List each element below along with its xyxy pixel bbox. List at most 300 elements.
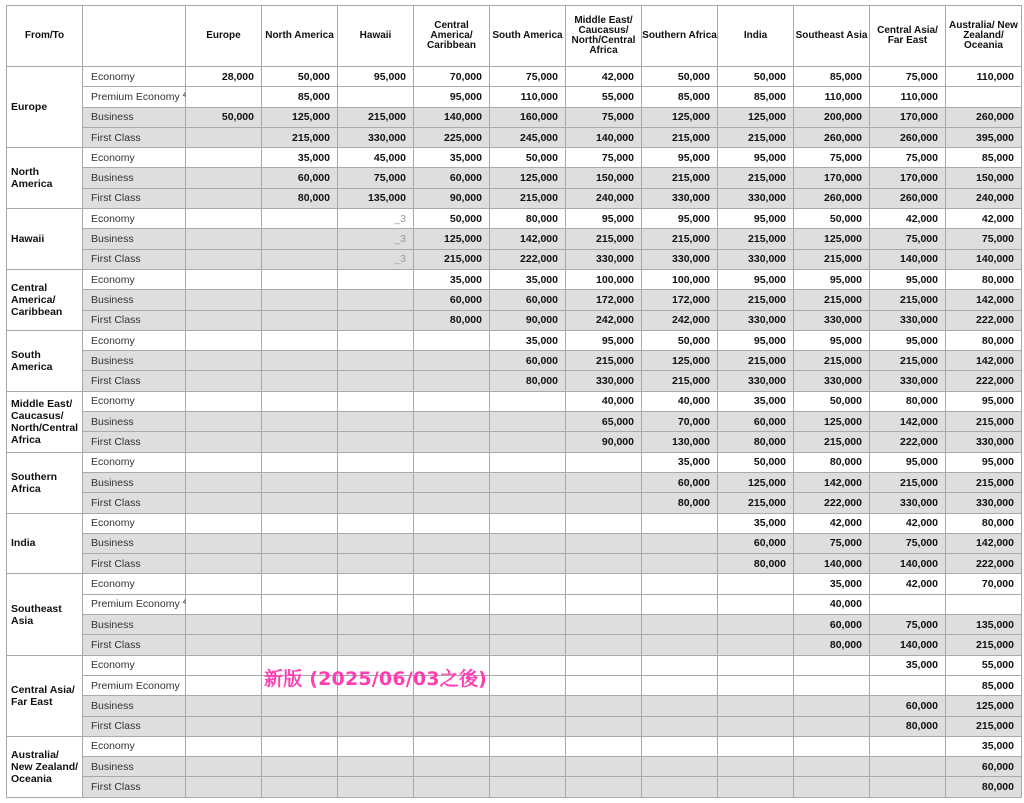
miles-cell	[262, 330, 338, 350]
cabin-label: Economy	[91, 70, 135, 83]
cabin-cell	[83, 290, 186, 310]
miles-cell	[414, 533, 490, 553]
miles-cell	[186, 290, 262, 310]
table-row	[7, 269, 1022, 289]
miles-cell	[642, 716, 718, 736]
miles-cell	[186, 533, 262, 553]
miles-cell: 75,000	[566, 107, 642, 127]
miles-cell	[186, 655, 262, 675]
miles-cell: 260,000	[870, 188, 946, 208]
miles-cell	[490, 757, 566, 777]
table-row	[7, 452, 1022, 472]
miles-cell: 80,000	[794, 452, 870, 472]
cabin-cell	[83, 67, 186, 87]
miles-cell: 60,000	[794, 615, 870, 635]
overlay-note: 新版 (2025/06/03之後)	[264, 668, 488, 690]
miles-cell: 35,000	[718, 513, 794, 533]
miles-cell: 330,000	[870, 371, 946, 391]
miles-cell: 95,000	[642, 148, 718, 168]
cabin-cell	[83, 330, 186, 350]
miles-cell	[262, 594, 338, 614]
miles-cell	[414, 513, 490, 533]
cabin-label: First Class	[91, 375, 141, 388]
table-row	[7, 777, 1022, 797]
miles-cell: 60,000	[642, 472, 718, 492]
miles-cell	[186, 615, 262, 635]
miles-cell: 330,000	[642, 249, 718, 269]
miles-cell	[946, 594, 1022, 614]
table-row	[7, 412, 1022, 432]
miles-cell: 75,000	[490, 67, 566, 87]
miles-cell: 75,000	[870, 148, 946, 168]
table-row	[7, 127, 1022, 147]
table-row	[7, 594, 1022, 614]
miles-cell	[566, 472, 642, 492]
miles-cell: 42,000	[870, 513, 946, 533]
miles-cell	[262, 635, 338, 655]
destination-header: Middle East/ Caucasus/ North/Central Africa	[566, 6, 642, 67]
miles-cell: 215,000	[566, 229, 642, 249]
miles-cell	[262, 351, 338, 371]
miles-cell	[870, 594, 946, 614]
miles-cell: 80,000	[946, 269, 1022, 289]
table-body	[7, 67, 1022, 798]
miles-cell: 215,000	[946, 716, 1022, 736]
miles-cell: 215,000	[414, 249, 490, 269]
miles-cell: 60,000	[414, 290, 490, 310]
miles-cell: 55,000	[946, 655, 1022, 675]
table-row	[7, 229, 1022, 249]
miles-cell	[186, 716, 262, 736]
miles-cell: 140,000	[870, 249, 946, 269]
cabin-label: Premium Economy	[91, 90, 180, 103]
miles-cell	[490, 432, 566, 452]
cabin-label: First Class	[91, 435, 141, 448]
miles-cell: 95,000	[946, 391, 1022, 411]
miles-cell: 125,000	[718, 107, 794, 127]
miles-cell	[490, 655, 566, 675]
miles-cell: 125,000	[718, 472, 794, 492]
miles-cell: 95,000	[718, 148, 794, 168]
cabin-cell	[83, 533, 186, 553]
miles-cell	[338, 452, 414, 472]
miles-cell	[262, 736, 338, 756]
miles-cell	[414, 594, 490, 614]
miles-cell	[642, 533, 718, 553]
miles-cell: 80,000	[946, 330, 1022, 350]
miles-cell: 60,000	[718, 533, 794, 553]
table-row	[7, 351, 1022, 371]
miles-cell	[490, 391, 566, 411]
cabin-cell	[83, 777, 186, 797]
miles-cell: 60,000	[490, 351, 566, 371]
cabin-label: First Class	[91, 253, 141, 266]
miles-cell	[186, 269, 262, 289]
miles-cell	[262, 533, 338, 553]
miles-cell: 260,000	[946, 107, 1022, 127]
cabin-label: Economy	[91, 151, 135, 164]
cabin-cell	[83, 432, 186, 452]
miles-cell: 80,000	[718, 432, 794, 452]
miles-cell	[566, 554, 642, 574]
cabin-cell	[83, 188, 186, 208]
cabin-label: First Class	[91, 131, 141, 144]
miles-cell	[718, 574, 794, 594]
cabin-label: Economy	[91, 578, 135, 591]
table-row	[7, 472, 1022, 492]
miles-cell	[338, 615, 414, 635]
miles-cell: 215,000	[718, 493, 794, 513]
miles-cell	[186, 777, 262, 797]
table-row	[7, 209, 1022, 229]
miles-cell: 85,000	[946, 148, 1022, 168]
table-row	[7, 574, 1022, 594]
miles-cell	[490, 513, 566, 533]
cabin-label: Premium Economy	[91, 679, 180, 692]
miles-cell: 75,000	[566, 148, 642, 168]
cabin-label: Business	[91, 618, 134, 631]
miles-cell: 215,000	[642, 168, 718, 188]
miles-cell: 100,000	[642, 269, 718, 289]
cabin-cell	[83, 493, 186, 513]
miles-cell	[414, 493, 490, 513]
miles-cell	[490, 493, 566, 513]
destination-header: Central Asia/ Far East	[870, 6, 946, 67]
miles-cell	[794, 757, 870, 777]
origin-label: Central America/ Caribbean	[7, 269, 83, 330]
miles-cell: 142,000	[946, 290, 1022, 310]
miles-cell	[262, 554, 338, 574]
miles-cell	[566, 655, 642, 675]
miles-cell	[262, 452, 338, 472]
miles-cell: 95,000	[870, 452, 946, 472]
origin-label: Southern Africa	[7, 452, 83, 513]
miles-cell	[186, 675, 262, 695]
miles-cell	[642, 513, 718, 533]
miles-cell: 260,000	[794, 188, 870, 208]
table-row	[7, 696, 1022, 716]
miles-cell: 60,000	[718, 412, 794, 432]
miles-cell	[338, 269, 414, 289]
table-header	[7, 6, 1022, 67]
cabin-label: First Class	[91, 720, 141, 733]
miles-cell: 142,000	[794, 472, 870, 492]
cabin-cell	[83, 310, 186, 330]
miles-cell	[186, 635, 262, 655]
miles-cell	[186, 330, 262, 350]
destination-header: Australia/ New Zealand/ Oceania	[946, 6, 1022, 67]
miles-cell	[338, 716, 414, 736]
miles-cell	[186, 594, 262, 614]
miles-cell: 172,000	[642, 290, 718, 310]
table-row	[7, 107, 1022, 127]
miles-cell: 95,000	[642, 209, 718, 229]
miles-cell	[338, 574, 414, 594]
miles-cell: 242,000	[566, 310, 642, 330]
cabin-label: Economy	[91, 212, 135, 225]
miles-cell	[642, 696, 718, 716]
miles-cell: 245,000	[490, 127, 566, 147]
miles-cell	[186, 757, 262, 777]
cabin-cell	[83, 472, 186, 492]
miles-cell	[262, 432, 338, 452]
miles-cell	[262, 493, 338, 513]
miles-cell: 60,000	[262, 168, 338, 188]
miles-cell	[794, 777, 870, 797]
cabin-cell	[83, 391, 186, 411]
miles-cell: 110,000	[946, 67, 1022, 87]
miles-cell	[262, 249, 338, 269]
miles-cell: 95,000	[870, 269, 946, 289]
miles-cell	[186, 168, 262, 188]
miles-cell: 215,000	[718, 290, 794, 310]
miles-cell: 85,000	[794, 67, 870, 87]
table-row	[7, 615, 1022, 635]
table-row	[7, 432, 1022, 452]
miles-cell: 75,000	[870, 533, 946, 553]
miles-cell: 95,000	[794, 330, 870, 350]
destination-header: South America	[490, 6, 566, 67]
miles-cell: 330,000	[566, 371, 642, 391]
miles-cell	[642, 574, 718, 594]
miles-cell	[566, 594, 642, 614]
miles-cell: 42,000	[946, 209, 1022, 229]
miles-cell	[338, 472, 414, 492]
miles-cell	[414, 736, 490, 756]
table-row	[7, 87, 1022, 107]
miles-cell: 95,000	[794, 269, 870, 289]
destination-header: Europe	[186, 6, 262, 67]
miles-cell	[490, 615, 566, 635]
miles-cell: 40,000	[642, 391, 718, 411]
miles-cell: 90,000	[490, 310, 566, 330]
cabin-cell	[83, 168, 186, 188]
miles-cell	[338, 290, 414, 310]
miles-cell: 50,000	[262, 67, 338, 87]
table-row	[7, 635, 1022, 655]
miles-cell	[262, 310, 338, 330]
miles-cell	[566, 736, 642, 756]
miles-cell: 95,000	[870, 330, 946, 350]
miles-cell: 330,000	[642, 188, 718, 208]
table-row	[7, 391, 1022, 411]
miles-cell	[490, 452, 566, 472]
miles-cell: 125,000	[490, 168, 566, 188]
miles-cell: 215,000	[718, 168, 794, 188]
miles-cell	[186, 574, 262, 594]
miles-cell: 42,000	[566, 67, 642, 87]
miles-cell: 172,000	[566, 290, 642, 310]
miles-cell: 330,000	[718, 371, 794, 391]
cabin-label: Business	[91, 172, 134, 185]
miles-cell	[642, 777, 718, 797]
miles-cell	[186, 310, 262, 330]
miles-cell: 330,000	[870, 493, 946, 513]
miles-cell: 45,000	[338, 148, 414, 168]
cabin-label: Economy	[91, 273, 135, 286]
cabin-label: Economy	[91, 659, 135, 672]
cabin-cell	[83, 615, 186, 635]
miles-cell	[186, 736, 262, 756]
miles-cell: 80,000	[870, 391, 946, 411]
miles-cell: 215,000	[946, 412, 1022, 432]
miles-cell: 60,000	[946, 757, 1022, 777]
table-row	[7, 67, 1022, 87]
miles-cell	[794, 696, 870, 716]
miles-cell	[186, 127, 262, 147]
cabin-header-blank	[83, 6, 186, 67]
footnote-marker: 4	[182, 600, 186, 607]
miles-cell	[262, 574, 338, 594]
miles-cell: 150,000	[946, 168, 1022, 188]
cabin-label: Business	[91, 537, 134, 550]
miles-cell: 35,000	[718, 391, 794, 411]
miles-cell	[490, 594, 566, 614]
miles-cell: 75,000	[794, 148, 870, 168]
miles-cell	[262, 209, 338, 229]
cabin-label: Economy	[91, 395, 135, 408]
miles-cell: 142,000	[870, 412, 946, 432]
miles-cell	[566, 452, 642, 472]
miles-cell: 215,000	[870, 351, 946, 371]
miles-cell: 95,000	[338, 67, 414, 87]
miles-cell: 50,000	[414, 209, 490, 229]
miles-cell	[186, 452, 262, 472]
miles-cell: 215,000	[642, 127, 718, 147]
miles-cell: 240,000	[946, 188, 1022, 208]
cabin-label: First Class	[91, 496, 141, 509]
miles-cell	[414, 452, 490, 472]
destination-header: India	[718, 6, 794, 67]
miles-cell: 225,000	[414, 127, 490, 147]
miles-cell: 28,000	[186, 67, 262, 87]
destination-header: Central America/ Caribbean	[414, 6, 490, 67]
table-row	[7, 148, 1022, 168]
cabin-label: Economy	[91, 456, 135, 469]
miles-cell	[186, 513, 262, 533]
miles-cell	[186, 391, 262, 411]
origin-label: Australia/ New Zealand/ Oceania	[7, 736, 83, 797]
miles-cell: 80,000	[414, 310, 490, 330]
miles-cell	[490, 574, 566, 594]
miles-cell	[262, 269, 338, 289]
miles-cell: 215,000	[642, 229, 718, 249]
miles-cell: 215,000	[642, 371, 718, 391]
miles-cell	[338, 696, 414, 716]
miles-cell: 125,000	[642, 351, 718, 371]
miles-cell: 142,000	[946, 533, 1022, 553]
miles-cell	[718, 615, 794, 635]
miles-cell: 35,000	[642, 452, 718, 472]
miles-cell	[490, 533, 566, 553]
miles-cell	[566, 533, 642, 553]
miles-cell	[186, 209, 262, 229]
miles-cell: 35,000	[490, 330, 566, 350]
corner-header: From/To	[7, 6, 83, 67]
miles-cell	[718, 655, 794, 675]
miles-cell: 330,000	[794, 371, 870, 391]
miles-cell: 170,000	[870, 107, 946, 127]
destination-header: Hawaii	[338, 6, 414, 67]
miles-cell: 35,000	[870, 655, 946, 675]
miles-cell: 80,000	[794, 635, 870, 655]
cabin-cell	[83, 127, 186, 147]
miles-cell: 60,000	[490, 290, 566, 310]
miles-cell	[642, 635, 718, 655]
destination-header: North America	[262, 6, 338, 67]
miles-cell	[262, 757, 338, 777]
miles-cell	[718, 594, 794, 614]
miles-cell	[186, 493, 262, 513]
table-row	[7, 168, 1022, 188]
miles-cell	[262, 391, 338, 411]
miles-cell: 35,000	[414, 148, 490, 168]
miles-cell	[262, 472, 338, 492]
miles-cell: 215,000	[870, 472, 946, 492]
miles-cell: 170,000	[794, 168, 870, 188]
miles-cell: 85,000	[946, 675, 1022, 695]
miles-cell	[718, 675, 794, 695]
miles-cell: 50,000	[718, 452, 794, 472]
miles-cell: 90,000	[566, 432, 642, 452]
miles-cell: 200,000	[794, 107, 870, 127]
miles-cell	[338, 635, 414, 655]
miles-cell	[794, 655, 870, 675]
miles-cell	[490, 777, 566, 797]
cabin-cell	[83, 655, 186, 675]
miles-cell: 125,000	[414, 229, 490, 249]
miles-cell	[566, 493, 642, 513]
origin-label: Middle East/ Caucasus/ North/Central Africa	[7, 391, 83, 452]
miles-cell	[490, 716, 566, 736]
miles-cell	[870, 757, 946, 777]
miles-cell: 330,000	[946, 432, 1022, 452]
miles-cell: 135,000	[338, 188, 414, 208]
miles-cell: 135,000	[946, 615, 1022, 635]
cabin-label: Business	[91, 293, 134, 306]
miles-cell	[490, 635, 566, 655]
miles-cell: 215,000	[794, 290, 870, 310]
miles-cell: 35,000	[946, 736, 1022, 756]
miles-cell: 55,000	[566, 87, 642, 107]
cabin-cell	[83, 513, 186, 533]
miles-cell	[338, 351, 414, 371]
miles-cell	[414, 716, 490, 736]
cabin-cell	[83, 87, 186, 107]
miles-cell: 75,000	[870, 615, 946, 635]
miles-cell	[338, 513, 414, 533]
cabin-label: Business	[91, 476, 134, 489]
miles-cell: 50,000	[642, 330, 718, 350]
header-row	[7, 6, 1022, 67]
table-row	[7, 716, 1022, 736]
miles-cell	[186, 554, 262, 574]
cabin-cell	[83, 249, 186, 269]
miles-cell	[870, 736, 946, 756]
miles-cell: 125,000	[794, 229, 870, 249]
cabin-cell	[83, 696, 186, 716]
miles-cell: 215,000	[794, 351, 870, 371]
cabin-label: First Class	[91, 557, 141, 570]
miles-cell: 215,000	[490, 188, 566, 208]
miles-cell	[338, 412, 414, 432]
footnote-marker: 4	[182, 92, 186, 99]
table-row	[7, 290, 1022, 310]
miles-cell: 140,000	[870, 554, 946, 574]
miles-cell: 40,000	[794, 594, 870, 614]
origin-label: Southeast Asia	[7, 574, 83, 655]
miles-cell	[642, 655, 718, 675]
